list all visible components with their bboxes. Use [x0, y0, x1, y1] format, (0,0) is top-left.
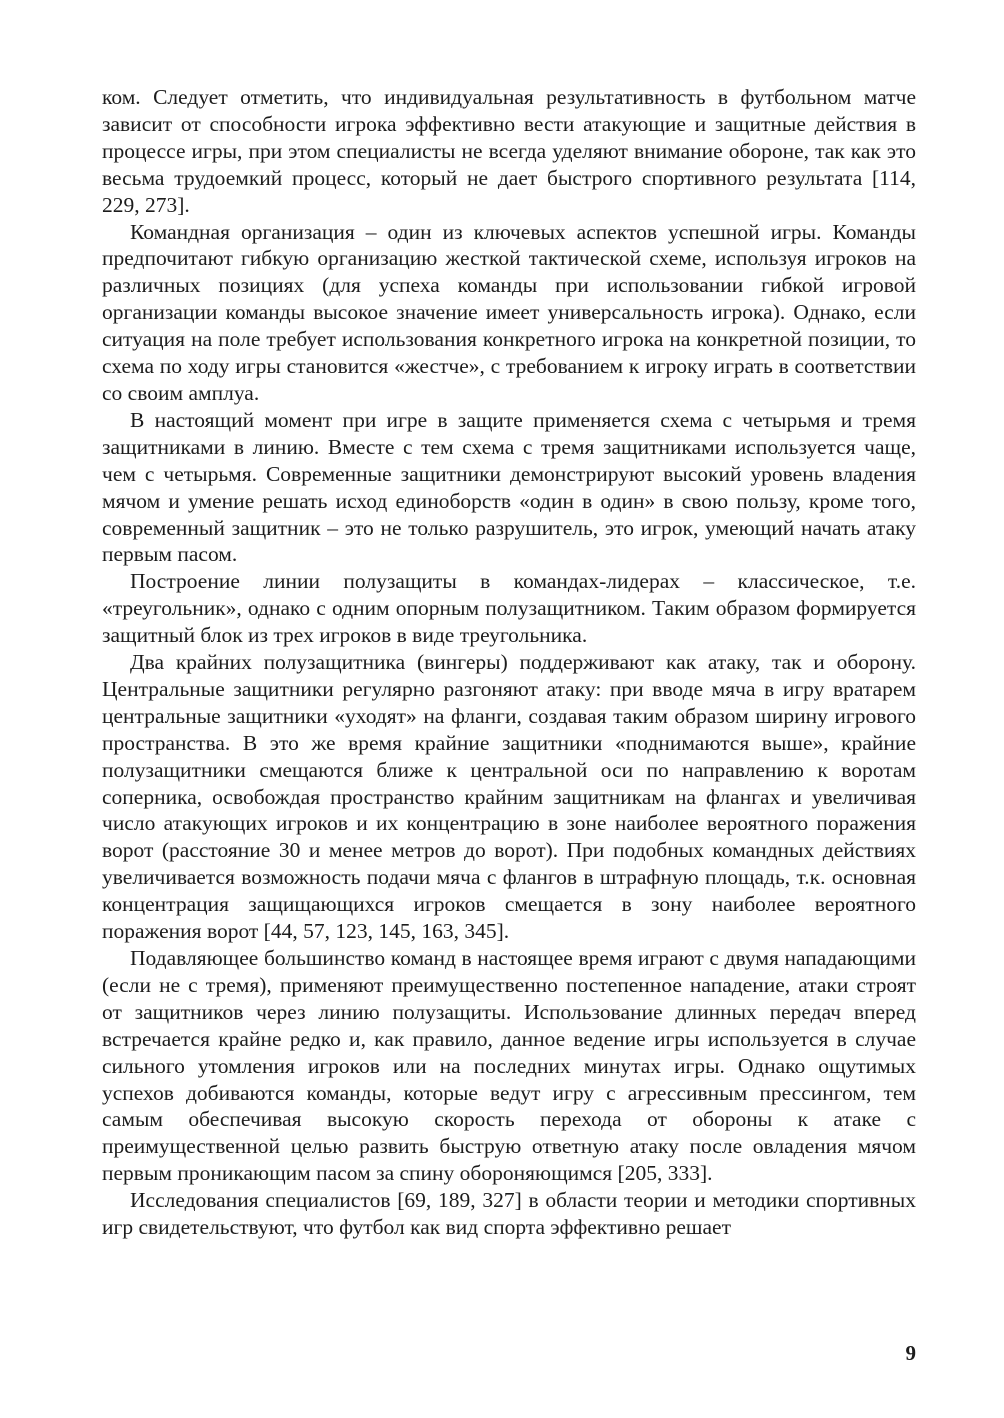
paragraph-forwards: Подавляющее большинство команд в настоящее время играют с двумя нападающими (если не с тремя), применяют преимущественно постепенное нападение, атаки строят от защитников через линию полузащиты. Использование длинных передач вперед встречается крайне редко и, как правило, данное ведение игры используется в случае сильного утомления игроков или на последних минутах игры. Однако ощутимых успехов добиваются команды, которые ведут игру с агрессивным прессингом, тем самым обеспечивая высокую скорость перехода от обороны к атаке с преимущественной целью развить быструю ответную атаку после овладения мячом первым проникающим пасом за спину обороняющимся [205, 333]. [102, 946, 916, 1186]
page-number: 9 [905, 1341, 916, 1365]
paragraph-continued: ком. Следует отметить, что индивидуальная результативность в футбольном матче зависит от способности игрока эффективно вести атакующие и защитные действия в процессе игры, при этом специалисты не всегда уделяют внимание обороне, так как это весьма трудоемкий процесс, который не дает быстрого спортивного результата [114, 229, 273]. [102, 85, 916, 217]
paragraph-team-organization: Командная организация – один из ключевых аспектов успешной игры. Команды предпочитают гибкую организацию жесткой тактической схеме, используя игроков на различных позициях (для успеха команды при использовании гибкой игровой организации команды высокое значение имеет универсальность игрока). Однако, если ситуация на поле требует использования конкретного игрока на конкретной позиции, то схема по ходу игры становится «жестче», с требованием к игроку играть в соответствии со своим амплуа. [102, 219, 916, 405]
paragraph-wingers: Два крайних полузащитника (вингеры) поддерживают как атаку, так и оборону. Центральные защитники регулярно разгоняют атаку: при вводе мяча в игру вратарем центральные защитники «уходят» на фланги, создавая таким образом ширину игрового пространства. В это же время крайние защитники «поднимаются выше», крайние полузащитники смещаются ближе к центральной оси по направлению к воротам соперника, освобождая пространство крайним защитникам на флангах и увеличивая число атакующих игроков и их концентрацию в зоне наиболее вероятного поражения ворот (расстояние 30 и менее метров до ворот). При подобных командных действиях увеличивается возможность подачи мяча с флангов в штрафную площадь, т.к. основная концентрация защищающихся игроков смещается в зону наиболее вероятного поражения ворот [44, 57, 123, 145, 163, 345]. [102, 650, 916, 944]
paragraph-research: Исследования специалистов [69, 189, 327] в области теории и методики спортивных игр свидетельствуют, что футбол как вид спорта эффективно решает [102, 1188, 916, 1240]
body-text [102, 84, 916, 1241]
paragraph-defense-scheme: В настоящий момент при игре в защите применяется схема с четырьмя и тремя защитниками в линию. Вместе с тем схема с тремя защитниками используется чаще, чем с четырьмя. Современные защитники демонстрируют высокий уровень владения мячом и умение решать исход единоборств «один в один» в свою пользу, кроме того, современный защитник – это не только разрушитель, это игрок, умеющий начать атаку первым пасом. [102, 407, 916, 567]
paragraph-midfield-line: Построение линии полузащиты в командах-лидерах – классическое, т.е. «треугольник», однако с одним опорным полузащитником. Таким образом формируется защитный блок из трех игроков в виде треугольника. [102, 569, 916, 648]
